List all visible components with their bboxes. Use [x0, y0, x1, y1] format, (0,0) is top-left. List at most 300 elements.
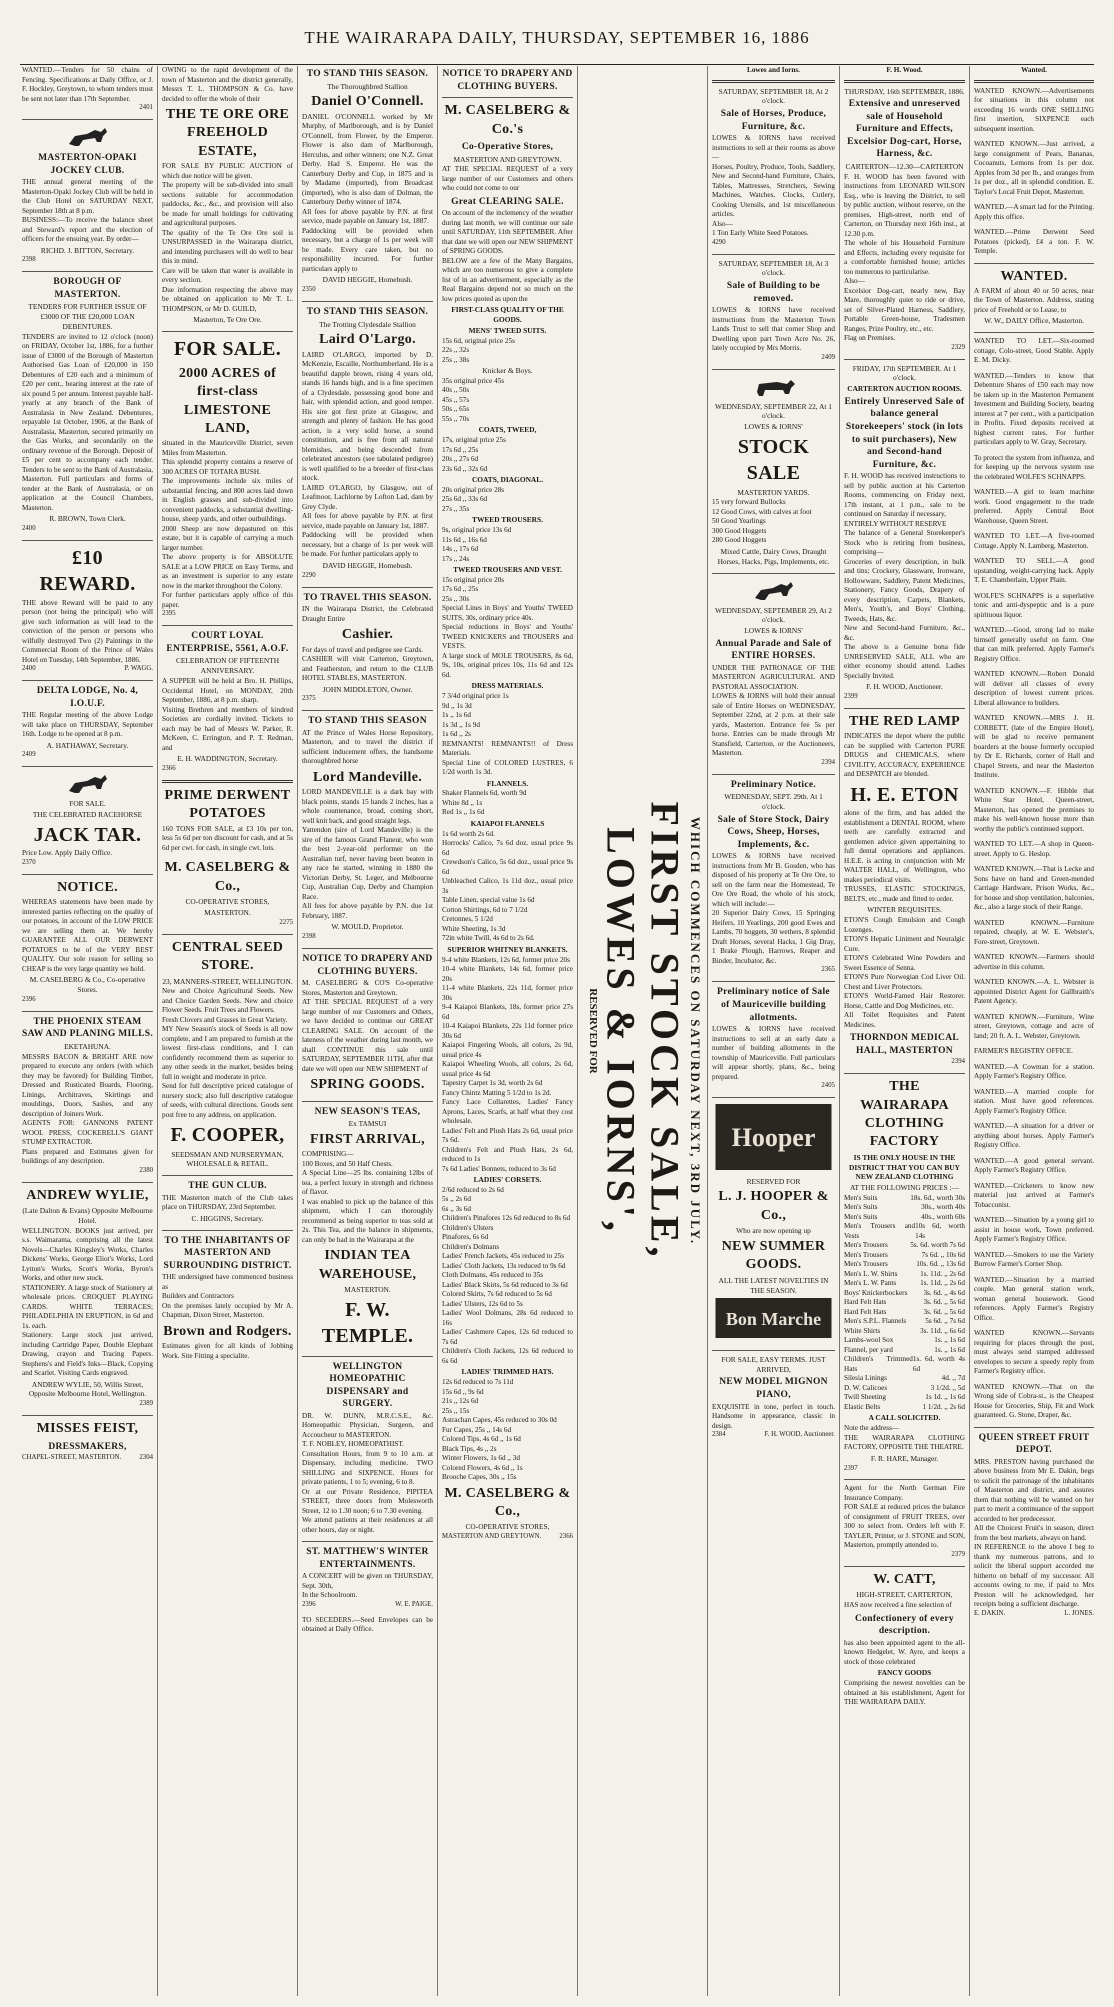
price-list: Ladies' Cloth Jackets, 13s reduced to 9s 6d Cloth Dolmans, 45s reduced to 35s Ladies' Black Skirts, 5s 6d reduced to 3s 6d Colored Skirts, 7s 6d reduced to 5s 6d Ladies' Ulsters, 12s 6d to 5s Ladies' Wool Dolmans, 28s 6d reduced to 16s Ladies' Cashmere Capes, 12s 6d reduced to 7s 6d Children's Cloth Jackets, 12s 6d reduced to 6s 6d: [442, 1261, 573, 1365]
clothing-price-row: [844, 1222, 965, 1241]
ad-number: 2409: [821, 353, 835, 361]
ad-body: WANTED.—Tenders for 50 chains of Fencing. Specifications at Daily Office, or J. F. Hockley, Greytown, to whom tenders must be sent not later than 17th September.: [22, 66, 155, 103]
price-list: 1s 6d worth 2s 6d.: [442, 829, 495, 838]
ad-body: F. H. WOOD has been favored with instructions from LEONARD WILSON Esq., who is leaving the District, to sell by public auction, without reserve, on the premises, High-street, north end of Carterton, on Thursday next 16th inst., at 12.30 p.m. The whole of his Household Furniture and Effects, including every requisite for a comfortable furnished house; articles too numerous to particularise. Also— Excelsior Dog-cart, nearly new, Bay Mare, thoroughly quiet to ride or drive, set of Silver-Plated Harness, Saddlery, Portable Green-house, Tradesmen Ranges, Prize Poultry, etc., etc. Flag on Premises.: [844, 172, 965, 343]
ad-date: WEDNESDAY, SEPTEMBER 29, At 2 o'clock.: [714, 605, 833, 625]
ad-body: A SUPPER will be held at Bro. H. Phillips, Occidental Hotel, on MONDAY, 20th September, 1886, at 8 p.m. sharp. Visiting Brethren and members of kindred Societies are cordially invited. Tickets to each may be had of Messrs W. Parker, R. McKeen, C. Errington, and P. T. Redman, and: [162, 677, 293, 752]
wanted-ad: WANTED.—Prime Derwent Seed Potatoes (picked), £4 a ton. F. W. Temple.: [974, 228, 1094, 255]
ad-number: 2394: [951, 1058, 965, 1066]
wanted-ad: WANTED TO LET.—A five-roomed Cottage. Apply N. Lamberg, Masterton.: [974, 532, 1094, 550]
ad-number: 2329: [951, 343, 965, 351]
ad-subheading: CO-OPERATIVE STORES,: [185, 897, 270, 907]
clothing-item: Men's Trousers: [844, 1241, 888, 1250]
ad-heading: THE WAIRARAPA CLOTHING FACTORY: [860, 1079, 949, 1150]
ad-number: 2384: [712, 1431, 726, 1439]
list-heading: COATS, TWEED,: [478, 425, 537, 435]
ad-stock-sale: [712, 374, 835, 567]
ad-fruit-trees: [844, 1484, 965, 1559]
wanted-ad: WANTED TO LET.—A shop in Queen-street. Apply to G. Heslop.: [974, 840, 1094, 858]
wanted-ad: WANTED.—Good, strong lad to make himself generally useful on farm. One that can milk preferred. Apply Farmer's Registry Office.: [974, 626, 1094, 663]
wanted-ad: WANTED KNOWN.—Farmers should advertise in this column.: [974, 953, 1094, 971]
clothing-price-row: [844, 1346, 965, 1356]
clothing-price: 10s. 6d. ,, 13s 6d: [916, 1260, 965, 1269]
ad-heading: Preliminary notice of Sale of Mauriceville building allotments.: [717, 987, 830, 1023]
ad-signature: C. HIGGINS, Secretary.: [191, 1213, 264, 1223]
vertical-line-reserved: RESERVED FOR: [586, 988, 599, 1074]
clothing-price-row: [844, 1279, 965, 1289]
wanted-ad: WANTED KNOWN.—F. Hibble that White Star Hotel, Queen-street, Masterton, has opened the premises to make his well-known house more than worthy the public's continued support.: [974, 786, 1094, 833]
ad-saw-mills: [22, 1016, 153, 1176]
ad-quality: FIRST-CLASS QUALITY OF THE GOODS.: [451, 305, 564, 325]
ad-w-catt: [844, 1571, 965, 1708]
clothing-item: Flannel, per yard: [844, 1345, 893, 1354]
ad-heading: Sale of Horses, Produce, Furniture, &c.: [720, 109, 827, 132]
vertical-line-lowes-iorns: LOWES & IORNS',: [598, 827, 643, 1235]
wanted-ad: WANTED.—Smokers to use the Variety Burrow Farmer's Corner Shop.: [974, 1250, 1094, 1269]
ad-warehouse: INDIAN TEA WAREHOUSE,: [318, 1248, 417, 1282]
price-list: 35s original price 45s 40s ,, 50s 45s ,, 57s 50s ,, 65s 55s ,, 70s: [442, 376, 505, 423]
clothing-item: Men's Trousers and Vests: [844, 1222, 916, 1240]
ad-number: 2397: [844, 1464, 858, 1472]
ad-signature: ANDREW WYLIE, 50, Willis Street, Opposite Melbourne Hotel, Wellington.: [28, 1379, 147, 1399]
ad-subheading: HIGH-STREET, CARTERTON,: [856, 1590, 953, 1600]
column-3: [298, 66, 438, 1996]
list-heading: DRESS MATERIALS.: [471, 681, 544, 691]
ad-place: MASTERTON YARDS.: [737, 487, 810, 497]
hooper-logo-image: [712, 1102, 835, 1172]
ad-text: LORD MANDEVILLE is a dark bay with black points, stands 15 hands 2 inches, has a whole countenance, broad, coming short, well knit back, and good straight legs. Yattendon (sire of Lord Mandeville) is the sire of the famous Grand Flaneur, who won the best 2-year-old performer on the Australian turf, never having been beaten in any race he started, winning in 1880 the Victorian Derby, St. Leger, and Melbourne Cup, Australian Cup, Derby and Champion Race. All fees for above payable by P.N. due 1st February, 1887.: [302, 788, 433, 920]
ad-name: L. J. HOOPER & Co.,: [718, 1189, 829, 1223]
ad-body: CHAPEL-STREET, MASTERTON.: [22, 1454, 122, 1462]
ad-heading: Entirely Unreserved Sale of balance general Storekeepers' stock (in lots to suit purchasers), New and Second-hand Furniture, &c.: [844, 396, 965, 470]
ad-derwent-potatoes: [162, 787, 293, 853]
column-header: Wanted.: [1021, 66, 1047, 74]
ad-lord-mandeville: [302, 715, 433, 942]
ad-subheading: THE CELEBRATED RACEHORSE: [32, 810, 143, 820]
wanted-ad: WANTED.—A smart lad for the Printing. Apply this office.: [974, 203, 1094, 221]
ad-signature: E. DAKIN.: [974, 1609, 1006, 1617]
ad-headline: SPRING GOODS.: [310, 1077, 425, 1093]
ad-subheading: TENDERS FOR FURTHER ISSUE OF £3000 OF THE £20,000 LOAN DEBENTURES.: [28, 302, 147, 331]
ad-number: 2380: [139, 1166, 153, 1174]
clothing-price-row: [844, 1241, 965, 1251]
ad-heading: Annual Parade and Sale of ENTIRE HORSES.: [715, 638, 832, 662]
ad-limestone-land: [162, 336, 293, 619]
stock-item: 300 Good Hoggets: [712, 526, 767, 535]
ad-signature: E. H. WADDINGTON, Secretary.: [177, 754, 278, 763]
clothing-price-row: [844, 1260, 965, 1270]
ad-date: WEDNESDAY, SEPTEMBER 22, At 1 o'clock.: [714, 401, 833, 421]
bon-marche-logo-text: Bon Marche: [725, 1309, 822, 1330]
ad-heading: ANDREW WYLIE,: [26, 1187, 149, 1203]
list-heading: MENS' TWEED SUITS.: [468, 325, 547, 335]
ad-household-furniture: [844, 87, 965, 353]
clothing-price-row: [844, 1403, 965, 1413]
list-heading: KAIAPOI FLANNELS: [470, 818, 545, 828]
clothing-price: 3s. 6d. ,, 5s 6d: [923, 1307, 965, 1316]
ad-signature: W. W., DAILY Office, Masterton.: [984, 316, 1084, 326]
ad-subheading: Sale of Store Stock, Dairy Cows, Sheep, Horses, Implements, &c.: [717, 814, 830, 850]
price-list: 20s original price 28s 25s 6d ,, 33s 6d 27s ,, 35s: [442, 485, 505, 513]
column-7: [840, 66, 970, 1996]
clothing-item: D. W. Calicoes: [844, 1383, 888, 1392]
vertical-line-commences: WHICH COMMENCES ON SATURDAY NEXT, 3RD JULY.: [687, 816, 703, 1246]
ad-place: MASTERTON.: [344, 1285, 391, 1295]
wanted-ad: WANTED.—Tenders to know that Debenture Shares of £50 each may now be taken up in the Masterton Permanent Investment and Building Society, bearing interest at 7 per cent., with a participation in Profits. Fixed deposits received at highest current rates. For further particulars apply to W. Gray, Secretary.: [974, 371, 1094, 447]
ad-number: 2401: [139, 104, 153, 111]
ad-date: SATURDAY, SEPTEMBER 18, At 2 o'clock.: [718, 86, 829, 106]
ad-foot: For days of travel and pedigree see Cards. CASHIER will visit Carterton, Greytown, and Featherston, and return to the CLUB HOTEL STABLES, MASTERTON.: [302, 645, 433, 682]
ad-body: New and Choice Agricultural Seeds. New and Choice Garden Seeds. New and choice Flower Seeds. Fruit Trees and Flowers. Fresh Clovers and Grasses in Great Variety. MY New Season's stock of Seeds is all now complete, and I am prepared to furnish at the lowest first-class conditions, and I can confidently recommend them as superior to any other seeds in the market, besides being full in weight and moderate in price. Send for full descriptive priced catalogue of nursery stock; also full descriptive catalogue of seeds, with cultural directions. Goods sent post free to any address, on application.: [162, 987, 293, 1119]
wanted-list: [974, 337, 1094, 1421]
ad-heading: THE TE ORE ORE FREEHOLD ESTATE,: [165, 107, 290, 159]
clothing-item: White Shirts: [844, 1326, 881, 1335]
ad-heading: Extensive and unreserved sale of Household Furniture and Effects, Excelsior Dog-cart, Horse, Harness, &c.: [847, 99, 962, 160]
ad-heading: JACK TAR.: [33, 823, 142, 846]
ad-number: 2400: [22, 524, 36, 532]
vertical-line-first-stock-sale: FIRST STOCK SALE,: [642, 801, 687, 1261]
reserved-vertical-ad: [578, 66, 708, 1996]
ad-body: On account of the inclemency of the weather during last month, we will continue our sale until SATURDAY, 11th SEPTEMBER. After that date we will open our NEW SHIPMENT of SPRING GOODS. BELOW are a few of the Many Bargains, which are too numerous to give a complete list of in an advertisement, especially as the Real Bargains depend not so much on the low prices quoted as upon the: [442, 209, 573, 303]
clothing-price-list: [844, 1194, 965, 1413]
ad-heading: TO STAND THIS SEASON: [308, 716, 427, 727]
clothing-item: Silesia Linings: [844, 1374, 887, 1383]
ad-body: INDICATES the depot where the public can be supplied with Carterton PURE DRUGS and CHEMICALS, where CIVILITY, ACCURACY, EXPERIENCE and DESPATCH are blended.: [844, 732, 967, 779]
ad-number: 2366: [559, 1533, 573, 1541]
ad-heading: FOR SALE.: [173, 338, 282, 361]
ad-number: 2394: [821, 758, 835, 766]
price-list: Shaker Flannels 6d, worth 9d White 8d ,, 1s Red 1s ,, 1s 6d: [442, 789, 527, 817]
ad-name: Cashier.: [341, 627, 394, 643]
ad-gun-club: [162, 1180, 293, 1223]
ad-body: LAIRD O'LARGO, imported by D. McKenzie, Escaille, Northumberland. He is a beautiful dapple brown, rising 4 years old, stands 16 hands high, and is a fine specimen of a Clydesdale, possessing good bone and hair, with splendid action, and good temper. His sire got first prize at Glasgow, and strength and plenty of fashion. He has good action, is a very solid horse, a sound constitution, and is free from all natural blemishes, and being descended from celebrated ancestors (see tabulated pedigree) is well qualified to be a breeder of first-class stock. LAIRD O'LARGO, by Glasgow, out of Leafmoor, Lachlorne by Lofton Lad, dam by Grey Clyde. All fees for above payable by P.N. at first service, made payable on January 1st, 1887. Paddocking will be provided when necessary, but a charge of 1s per week will be made. For further particulars apply to: [302, 350, 433, 559]
ad-name: H. E. ETON: [850, 783, 959, 806]
ad-foot: Estimates given for all kinds of Jobbing Work. Site Fitting a specialite.: [162, 1342, 295, 1360]
clothing-price: 3 1/2d. ,, 5d: [930, 1383, 965, 1392]
ad-foot-2: Comprising the newest novelties can be obtained at his establishment, Agent for THE WAIRARAPA DAILY.: [844, 1679, 967, 1706]
clothing-price-row: [844, 1355, 965, 1374]
ad-body: LOWES & IORNS have received instructions to sell at an early date a number of building allotments in the township of Mauriceville. Full particulars will appear shortly, plans, &c., being prepared.: [712, 1025, 837, 1081]
ad-subheading: Ex TAMSUI: [348, 1119, 387, 1129]
ad-headline: NEW SUMMER GOODS.: [721, 1238, 826, 1273]
ad-number: 2389: [139, 1400, 153, 1408]
ad-heading: STOCK SALE: [737, 435, 810, 485]
price-list: 9s, original price 13s 6d 11s 6d ,, 16s 6d 14s ,, 17s 6d 17s ,, 24s: [442, 526, 512, 563]
ad-foot: ALL THE LATEST NOVELTIES IN THE SEASON.: [718, 1275, 829, 1295]
ad-body: MRS. PRESTON having purchased the above business from Mr E. Dakin, begs to solicit the patronage of the inhabitants of Masterton and district, and assures them that nothing will be wanted on her part to merit a continuance of the support accorded to her predecessor. All the Choicest Fruit's in season, direct from the best markets, always on hand. IN REFERENCE to the above I beg to thank my numerous patrons, and to solicit the liberal support accorded me hitherto on behalf of my successor. All accounts owing to me, if paid to Mrs Preston will be acknowledged, her receipts being a sufficient discharge.: [974, 1457, 1094, 1609]
ad-heading: Preliminary Notice.: [730, 779, 817, 790]
ad-number: 2398: [22, 256, 36, 264]
clothing-price: 40s., worth 60s: [921, 1212, 965, 1221]
wanted-ad: WANTED KNOWN.—MRS J. H. CORBETT, (late of the Empire Hotel), will be glad to receive permanent boarders at the house formerly occupied by Dr E. Richards, corner of Hall and Chapel Streets, and near the Masterton Institute.: [974, 714, 1094, 780]
wanted-ad: WANTED KNOWN.—A. L. Webster is appointed District Agent for Gallbraith's Patent Agency.: [974, 978, 1094, 1006]
ad-piano: [712, 1355, 835, 1440]
ad-heading: THE GUN CLUB.: [188, 1181, 267, 1192]
columns: [18, 66, 1098, 1996]
hooper-logo-text: Hooper: [731, 1123, 816, 1153]
ad-number: 2275: [279, 918, 293, 926]
price-list: 15s 6d, original price 25s 22s ,, 32s 25s ,, 38s: [442, 336, 515, 364]
list-heading: TWEED TROUSERS AND VEST.: [453, 565, 562, 575]
price-list: 7 3/4d original price 1s 9d ,, 1s 3d 1s ,, 1s 6d 1s 3d ,, 1s 9d 1s 6d ,, 2s: [442, 692, 509, 739]
ad-body: LOWES & IORNS have received instructions to sell at their rooms as above— Horses, Poultry, Produce, Tools, Saddlery, New and Second-hand Furniture, Chairs, Tables, Mattresses, Stretchers, Sewing Machines, Watches, Clocks, Cutlery, Cooking Utensils, and 1st miscellaneous articles. Also— 1 Ton Early White Seed Potatoes.: [712, 134, 835, 238]
price-list: 17s, original price 25s 17s 6d ,, 25s 20s ,, 27s 6d 23s 6d ,, 32s 6d: [442, 436, 506, 473]
list-heading: TWEED TROUSERS.: [472, 515, 543, 525]
clothing-item: Men's Trousers: [844, 1250, 888, 1259]
ad-signature: M. CASELBERG & Co.,: [444, 1485, 571, 1520]
ad-date: FRIDAY, 17th SEPTEMBER. At 1 o'clock.: [852, 363, 957, 383]
price-list: Astrachan Capes, 45s reduced to 30s 0d Fur Capes, 25s ,, 14s 6d Colored Tips, 4s 6d ,, 1s 6d Black Tips, 4s ,, 2s Winter Flowers, 1s 6d ,, 3d Colored Flowers, 4s 6d ,, 1s Brooche Capes, 30s ,, 15s: [442, 1416, 557, 1482]
ad-subheading: WINTER REQUISITES.: [867, 905, 942, 915]
ad-signature-sub: CO-OPERATIVE STORES,: [465, 1522, 550, 1532]
clothing-item: Men's Suits: [844, 1203, 878, 1212]
racehorse-icon: [65, 771, 111, 797]
ad-headline: NEW MODEL MIGNON PIANO,: [719, 1377, 828, 1401]
ad-body: A FARM of about 40 or 50 acres, near the Town of Masterton. Address, stating price of Freehold or to Lease, to: [974, 286, 1096, 314]
stock-item: 12 Good Cows, with calves at foot: [712, 507, 812, 516]
clothing-price: 18s. 6d., worth 30s: [910, 1193, 965, 1202]
ad-subheading-2: AT THE FOLLOWING PRICES :—: [850, 1183, 959, 1193]
clothing-item: Men's S.P.L. Flannels: [844, 1317, 907, 1326]
ad-body: MASTERTON.: [204, 907, 251, 917]
ad-name: Daniel O'Connell.: [311, 94, 424, 110]
masthead-rule: [20, 64, 1094, 65]
ad-reward: [22, 545, 153, 674]
wanted-ad: WANTED.—A married couple for station. Must have good references. Apply Farmer's Registry Office.: [974, 1087, 1094, 1115]
ad-lead: OWING to the rapid development of the town of Masterton and the district generally, Messrs T. L. THOMPSON & Co. have decided to offer the whole of their: [162, 66, 295, 103]
ad-signature: W. E. PAIGE.: [395, 1600, 433, 1608]
list-heading: LADIES' CORSETS.: [473, 1175, 542, 1185]
ad-body: HAS now received a fine selection of: [844, 1601, 952, 1610]
column-4: [438, 66, 578, 1996]
list-heading: Knicker & Boys.: [482, 366, 533, 376]
ad-entire-horses: [712, 578, 835, 768]
clothing-price: 5s. 6d. worth 7s 6d: [910, 1241, 965, 1250]
clothing-price-row: [844, 1251, 965, 1261]
ad-date: THURSDAY, 16th SEPTEMBER, 1886.: [844, 86, 965, 96]
wanted-ad: FARMER'S REGISTRY OFFICE.: [974, 1047, 1073, 1056]
clothing-price: 4d. ,, 7d: [941, 1374, 965, 1383]
ad-fruit-depot: [974, 1432, 1094, 1619]
clothing-item: Men's Trousers: [844, 1260, 888, 1269]
ad-signature: DAVID HEGGIE, Homebush.: [322, 560, 413, 570]
ad-te-ore-ore-estate: [162, 66, 293, 325]
ad-subheading: SEEDSMAN AND NURSERYMAN, WHOLESALE & RETAIL.: [171, 1149, 284, 1169]
ad-number: 2399: [844, 692, 858, 700]
ad-signature: P. WAGG.: [124, 665, 153, 673]
ad-headline: FIRST ARRIVAL,: [310, 1131, 425, 1147]
ad-body: Agent for the North German Fire Insurance Company. FOR SALE at reduced prices the balance of consignment of FRUIT TREES, over 300 to select from. Orders left with F. TAYLER, Printer, or J. STONE and SON, Masterton, promptly attended to.: [844, 1484, 965, 1550]
ad-name: F. COOPER,: [170, 1124, 285, 1147]
clothing-item: Twill Sheeting: [844, 1393, 887, 1402]
ad-body: A CONCERT will be given on THURSDAY, Sept. 30th, In the Schoolroom.: [302, 1572, 433, 1600]
clothing-price: 1s. ,, 1s 6d: [934, 1345, 965, 1354]
masthead: [0, 0, 1114, 64]
ad-heading: W. CATT,: [873, 1571, 936, 1587]
wanted-ad: WANTED.—Situation by a married couple. Man general station work, woman general housework. Good references. Apply Farmer's Registry Office.: [974, 1275, 1094, 1322]
ad-heading: WANTED.: [1000, 268, 1068, 284]
wanted-ad: WANTED KNOWN.—Advertisements for situations in this column not exceeding 16 words ONE SHILLING first insertion, SIXPENCE each subsequent insertion.: [974, 86, 1094, 133]
ad-wanted-farm: [974, 268, 1094, 327]
ad-body: Mixed Cattle, Dairy Cows, Draught Horses, Hacks, Pigs, Implements, etc.: [717, 546, 830, 566]
clothing-price-row: [844, 1317, 965, 1327]
ad-builders: [162, 1235, 293, 1362]
ad-number: 2375: [302, 695, 316, 703]
ad-number: 2365: [821, 966, 835, 974]
ad-hall: THORNDON MEDICAL HALL, MASTERTON: [849, 1033, 960, 1056]
ad-jack-tar: [22, 771, 153, 867]
ad-cashier: [302, 592, 433, 705]
ad-number: 2409: [22, 751, 36, 759]
ad-subheading: LOWES & IORNS': [744, 422, 803, 432]
ad-heading: QUEEN STREET FRUIT DEPOT.: [978, 1432, 1090, 1456]
wanted-ad: To protect the system from influenza, and for keeping up the nervous system use the celebrated WOLFE'S SCHNAPPS.: [974, 453, 1094, 481]
ad-signature: M. CASELBERG & Co., Co-operative Stores.: [29, 975, 146, 995]
clothing-item: Men's L. W. Shirts: [844, 1269, 898, 1278]
ad-number: 2304: [139, 1454, 153, 1462]
clothing-price-row: [844, 1336, 965, 1346]
clothing-price: 1 1/2d. ,, 2s 6d: [922, 1402, 965, 1411]
clothing-price: 1s. ,, 1s 6d: [934, 1336, 965, 1345]
ad-caselberg-short: [162, 859, 293, 927]
ad-subheading: 23, MANNERS-STREET, WELLINGTON.: [162, 976, 293, 986]
list-heading: FLANNELS.: [486, 778, 529, 788]
wanted-list: [974, 87, 1094, 257]
clothing-item: Children's Trimmed Hats: [844, 1355, 913, 1373]
ad-place: CARTERTON AUCTION ROOMS.: [847, 384, 962, 394]
clothing-price: 30s., worth 40s: [921, 1203, 965, 1212]
ad-heading: THE RED LAMP: [849, 713, 960, 729]
column-8: [970, 66, 1098, 1996]
racehorse-icon: [65, 124, 111, 150]
ad-number: 2396: [22, 995, 36, 1003]
ad-borough-loan: [22, 276, 153, 534]
ad-address: Note the address— THE WAIRARAPA CLOTHING FACTORY, OPPOSITE THE THEATRE.: [844, 1424, 965, 1452]
clothing-item: Hard Felt Hats: [844, 1298, 887, 1307]
clothing-price: 7s 6d. ,, 10s 6d: [921, 1250, 965, 1259]
ad-number: 2400: [22, 665, 36, 673]
clothing-price: 1s 1d. ,, 1s 6d: [925, 1393, 965, 1402]
clothing-item: Elastic Belts: [844, 1402, 881, 1411]
ad-signature: JOHN MIDDLETON, Owner.: [322, 684, 413, 694]
ad-heading: NOTICE.: [57, 879, 118, 895]
clothing-price-row: [844, 1270, 965, 1280]
clothing-price: 3s. 6d. ,, 4s 6d: [923, 1288, 965, 1297]
stock-item: 50 Good Yearlings: [712, 517, 766, 526]
wanted-ad: WANTED TO LET.—Six-roomed cottage, Colo-street, Good Stable. Apply E. M. Dicky.: [974, 337, 1094, 365]
clothing-price-row: [844, 1308, 965, 1318]
ad-drapery-notice-short: [302, 953, 433, 1095]
ad-signature: W. MOULD, Proprietor.: [331, 922, 404, 932]
ad-heading: PRIME DERWENT POTATOES: [164, 787, 291, 822]
ad-heading: £10 REWARD.: [39, 546, 136, 596]
wanted-ad: WANTED.—A Cowman for a station. Apply Farmer's Registry Office.: [974, 1062, 1094, 1081]
ad-body: F. H. WOOD has received instructions to sell by public auction at his Carterton Rooms, commencing on Friday next, 17th instant, at 1 p.m., sale to be continued on Saturday if necessary, ENTIRELY WITHOUT RESERVE The balance of a General Storekeeper's Stock who is retiring from business, comprising— Groceries of every description, in bulk and tins; Crockery, Glassware, Ironware, Hollowware, Saddlery, Patent Medicines, Stationery, Fancy Goods, Drapery of every description, Carpets, Blankets, Men's, Youth's, and Boys' Clothing, Tweeds, Hats, &c. New and Second-hand Furniture, &c., &c. The above is a Genuine bona fide UNRESERVED SALE, ALL who are either economy should attend. Ladies Specially Invited.: [844, 472, 965, 680]
ad-clearing-sale: [442, 68, 573, 1542]
ad-number: 2350: [302, 286, 316, 294]
ad-signature: R. BROWN, Town Clerk.: [49, 514, 126, 524]
clothing-price: 1s. 11d. ,, 2s 6d: [920, 1279, 965, 1288]
ad-signature: A. HATHAWAY, Secretary.: [46, 740, 129, 750]
clothing-price-row: [844, 1194, 965, 1204]
bon-marche-logo-image: [712, 1296, 835, 1340]
ad-misses-feist: [22, 1420, 153, 1463]
ad-court-loyal: [162, 630, 293, 773]
ad-headline: Confectionery of every description.: [855, 1613, 954, 1637]
ad-heading: DELTA LODGE, No. 4, I.O.U.F.: [36, 686, 139, 709]
ad-foot: A CALL SOLICITED.: [868, 1413, 941, 1423]
ad-subheading: The Thoroughbred Stallion: [327, 81, 408, 91]
ad-heading: NEW SEASON'S TEAS,: [314, 1106, 421, 1117]
clothing-price-row: [844, 1374, 965, 1384]
clothing-price-row: [844, 1298, 965, 1308]
wanted-ad: WANTED.—Cricketers to know new material just arrived at Farmer's Tobacconist.: [974, 1181, 1094, 1209]
ad-name: F. W. TEMPLE.: [321, 1298, 414, 1348]
ad-heading: THE PHOENIX STEAM SAW AND PLANING MILLS.: [22, 1016, 154, 1040]
clothing-price: 3s. 11d. ,, 6s 6d: [920, 1326, 965, 1335]
ad-body: LOWES & IORNS have received instructions from the Masterton Town Lands Trust to sell that corner Shop and Dwelling upon part Town Acre No. 26, lately occupied by Mrs Morris.: [712, 306, 837, 353]
ad-date: WEDNESDAY, SEPT. 29th. At 1 o'clock.: [724, 792, 823, 812]
ad-body: situated in the Mauriceville District, seven Miles from Masterton. This splendid property contains a reserve of 300 ACRES OF TOTARA BUSH. The improvements include six miles of substantial fencing, and 800 acres laid down in English grasses and sub-divided into convenient paddocks, a substantial dwelling-house, sheep yards, and other outbuildings. 2000 Sheep are now depastured on this estate, but it is capable of carrying a much larger number. The above property is for ABSOLUTE SALE at a LOW PRICE on Easy Terms, and as an investment is superior to any estate now in the market throughout the Colony. For further particulars apply office of this paper.: [162, 439, 293, 609]
ad-heading: TO THE INHABITANTS OF MASTERTON AND SURROUNDING DISTRICT.: [163, 1235, 292, 1271]
ad-headline: Brown and Rodgers.: [163, 1323, 292, 1339]
price-list: Horrocks' Calico, 7s 6d doz. usual price 9s 6d Crewdson's Calico, 5s 6d doz., usual price 9s 6d Unbleached Calico, 1s 11d doz., usual price 3s Table Linen, special value 1s 6d Cotton Shirtings, 6d to 7 1/2d Cretonnes, 5 1/2d White Sheeting, 1s 3d 72in white Twill, 4s 6d to 2s 6d.: [442, 839, 573, 943]
ad-number: 2370: [22, 858, 36, 866]
ad-body: Price Low. Apply Daily Office.: [22, 849, 113, 858]
stock-list: [712, 498, 835, 546]
clothing-price: 3s. 6d. ,, 5s 6d: [923, 1298, 965, 1307]
ad-heading: Sale of Building to be removed.: [726, 281, 821, 304]
ad-heading: MISSES FEIST,: [36, 1421, 139, 1437]
wanted-ad: WANTED KNOWN.—Furniture repaired, cheaply, at W. E. Webster's, Fore-street, Greytown.: [974, 918, 1094, 946]
ad-seed-store: [162, 939, 293, 1170]
ad-store: M. CASELBERG & Co.'s: [444, 103, 571, 137]
ad-number: 2395: [162, 610, 176, 618]
price-list: 9-4 white Blankets, 12s 6d, former price 20s 10-4 white Blankets, 14s 6d, former price 20s 11-4 white Blankets, 22s 11d, former price 30s 9-4 Kaiapoi Blankets, 18s, former price 27s 6d 10-4 Kaiapoi Blankets, 22s 11d former price 30s 6d Kaiapoi Fingering Wools, all colors, 2s 9d, usual price 4s Kaiapoi Wheeling Wools, all colors, 2s 6d, usual price 4s 6d Tapestry Carpet 1s 3d, worth 2s 6d Fancy Chintz Matting 5 1/2d to 1s 2d. Fancy Lace Collarettes, Ladies' Fancy Aprons, Laces, Scarfs, at half what they cost wholesale. Ladies' Felt and Plush Hats 2s 6d, usual price 7s 6d. Children's Felt and Plush Hats, 2s 6d, reduced to 1s 7s 6d Ladies' Bonnets, reduced to 3s 6d: [442, 955, 573, 1173]
ad-subheading: LOWES & IORNS': [744, 626, 803, 636]
clothing-item: Hard Felt Hats: [844, 1307, 887, 1316]
ad-body: DR. W. DUNN, M.R.C.S.E., &c. Homeopathic Physician, Surgeon, and Accoucheur to MASTERTON. T. F. NOBLEY, HOMEOPATHIST. Consultation Hours, from 9 to 10 a.m. at Dispensary, including medicine. TWO SHILLING and SIXPENCE. Hours for private patients, 1 to 5; evening, 6 to 8. Or at our Private Residence, PIPITEA STREET, three doors from Molesworth Street, 12 to 1.30 noon; 6 to 7.30 evening. We attend patients at their residences at all other hours, day or night.: [302, 1411, 433, 1534]
wanted-ad: WANTED.—A girl to learn machine work. Good engagement to the trade preferred. Apply Central Boot Warehouse, Queen Street.: [974, 488, 1094, 525]
column-header: Lowes and Iorns.: [747, 66, 800, 74]
column-6: [708, 66, 840, 1996]
ad-body: DANIEL O'CONNELL worked by Mr Murphy, of Marlborough, and is by Daniel O'Connell, from Flower, by the Emperor. Flower is also dam of Marlborough, Herculus, and other winners; one N.Z. Great Derby. Had S. Emperor. He was the Canterbury Derby and Cup, in 1875 and is by Madame (imported), from Broadcast (imported), who is also dam of Dolman, the Canterbury Derby winner of 1874. All fees for above payable by P.N. at first service, made payable on January 1st, 1887. Paddocking will be provided when necessary, but a charge of 1s per week will be made. Every care taken, but no responsibility incurred. For further particulars apply to: [302, 112, 433, 273]
ad-homeopathic: [302, 1361, 433, 1536]
wanted-ad: WOLFE'S SCHNAPPS is a superlative tonic and anti-dyspeptic and is a pure spirituous liquor.: [974, 591, 1094, 619]
ad-remnants: REMNANTS! REMNANTS!! of Dress Materials. Special Line of COLORED LUSTRES, 6 1/2d worth 1s 3d.: [442, 739, 573, 777]
column-header: F. H. Wood.: [886, 66, 923, 74]
ad-body: EXQUISITE in tone, perfect in touch. Handsome in appearance, classic in design.: [712, 1402, 837, 1430]
ad-place: MASTERTON AND GREYTOWN.: [442, 1533, 542, 1541]
ad-number: 2398: [302, 933, 316, 940]
ad-body: WHEREAS statements have been made by interested parties reflecting on the quality of our potatoes, in account of the LOW PRICE we are selling them at. We hereby GUARANTEE ALL OUR DERWENT POTATOES to be of the VERY BEST QUALITY. Our sole reason for selling so CHEAP is the very large quantity we hold.: [22, 898, 155, 973]
clothing-price: 1s. 11d. ,, 2s 6d: [920, 1269, 965, 1278]
ad-fancy: FANCY GOODS: [877, 1668, 932, 1678]
price-list: 2/6d reduced to 2s 6d 5s ,, 2s 6d 6s ,, 3s 6d: [442, 1185, 504, 1213]
ad-heading: NOTICE TO DRAPERY AND CLOTHING BUYERS.: [302, 953, 433, 977]
ad-place: Masterton, Te Ore Ore.: [193, 315, 262, 325]
ad-headline: 2000 ACRES of first-class LIMESTONE LAND,: [178, 365, 277, 436]
ad-heading: ST. MATTHEW'S WINTER ENTERTAINMENTS.: [306, 1547, 429, 1570]
price-list: Children's Pinafores 12s 6d reduced to 8s 6d Children's Ulsters Pinafores, 6s 6d Children's Dolmans Ladies' French Jackets, 45s reduced to 25s: [442, 1214, 571, 1261]
ad-heading: WELLINGTON HOMEOPATHIC DISPENSARY and SURGERY.: [326, 1361, 409, 1410]
wanted-ad: WANTED KNOWN.—That is Lecke and Sons have on hand and Green-mended Carriage Hardware, Prison Works, &c., for house and shop ventilation, balconies, &c., also a large stock of their Range.: [974, 865, 1094, 912]
ad-special: Special Lines in Boys' and Youths' TWEED SUITS, 30s, ordinary price 40s. Special reductions in Boys' and Youths' TWEED KNICKERS and TROUSERS and VESTS. A large stock of MOLE TROUSERS, 8s 6d, 9s, 10s, original prices 10s, 11s 6d and 12s 6d.: [442, 604, 573, 679]
ad-body: IN the Wairarapa District, the Celebrated Draught Entire: [302, 605, 435, 623]
clothing-price-row: [844, 1393, 965, 1403]
clothing-price: 1s. 6d, worth 4s 6d: [912, 1355, 965, 1373]
ad-clothing-factory: [844, 1078, 965, 1473]
